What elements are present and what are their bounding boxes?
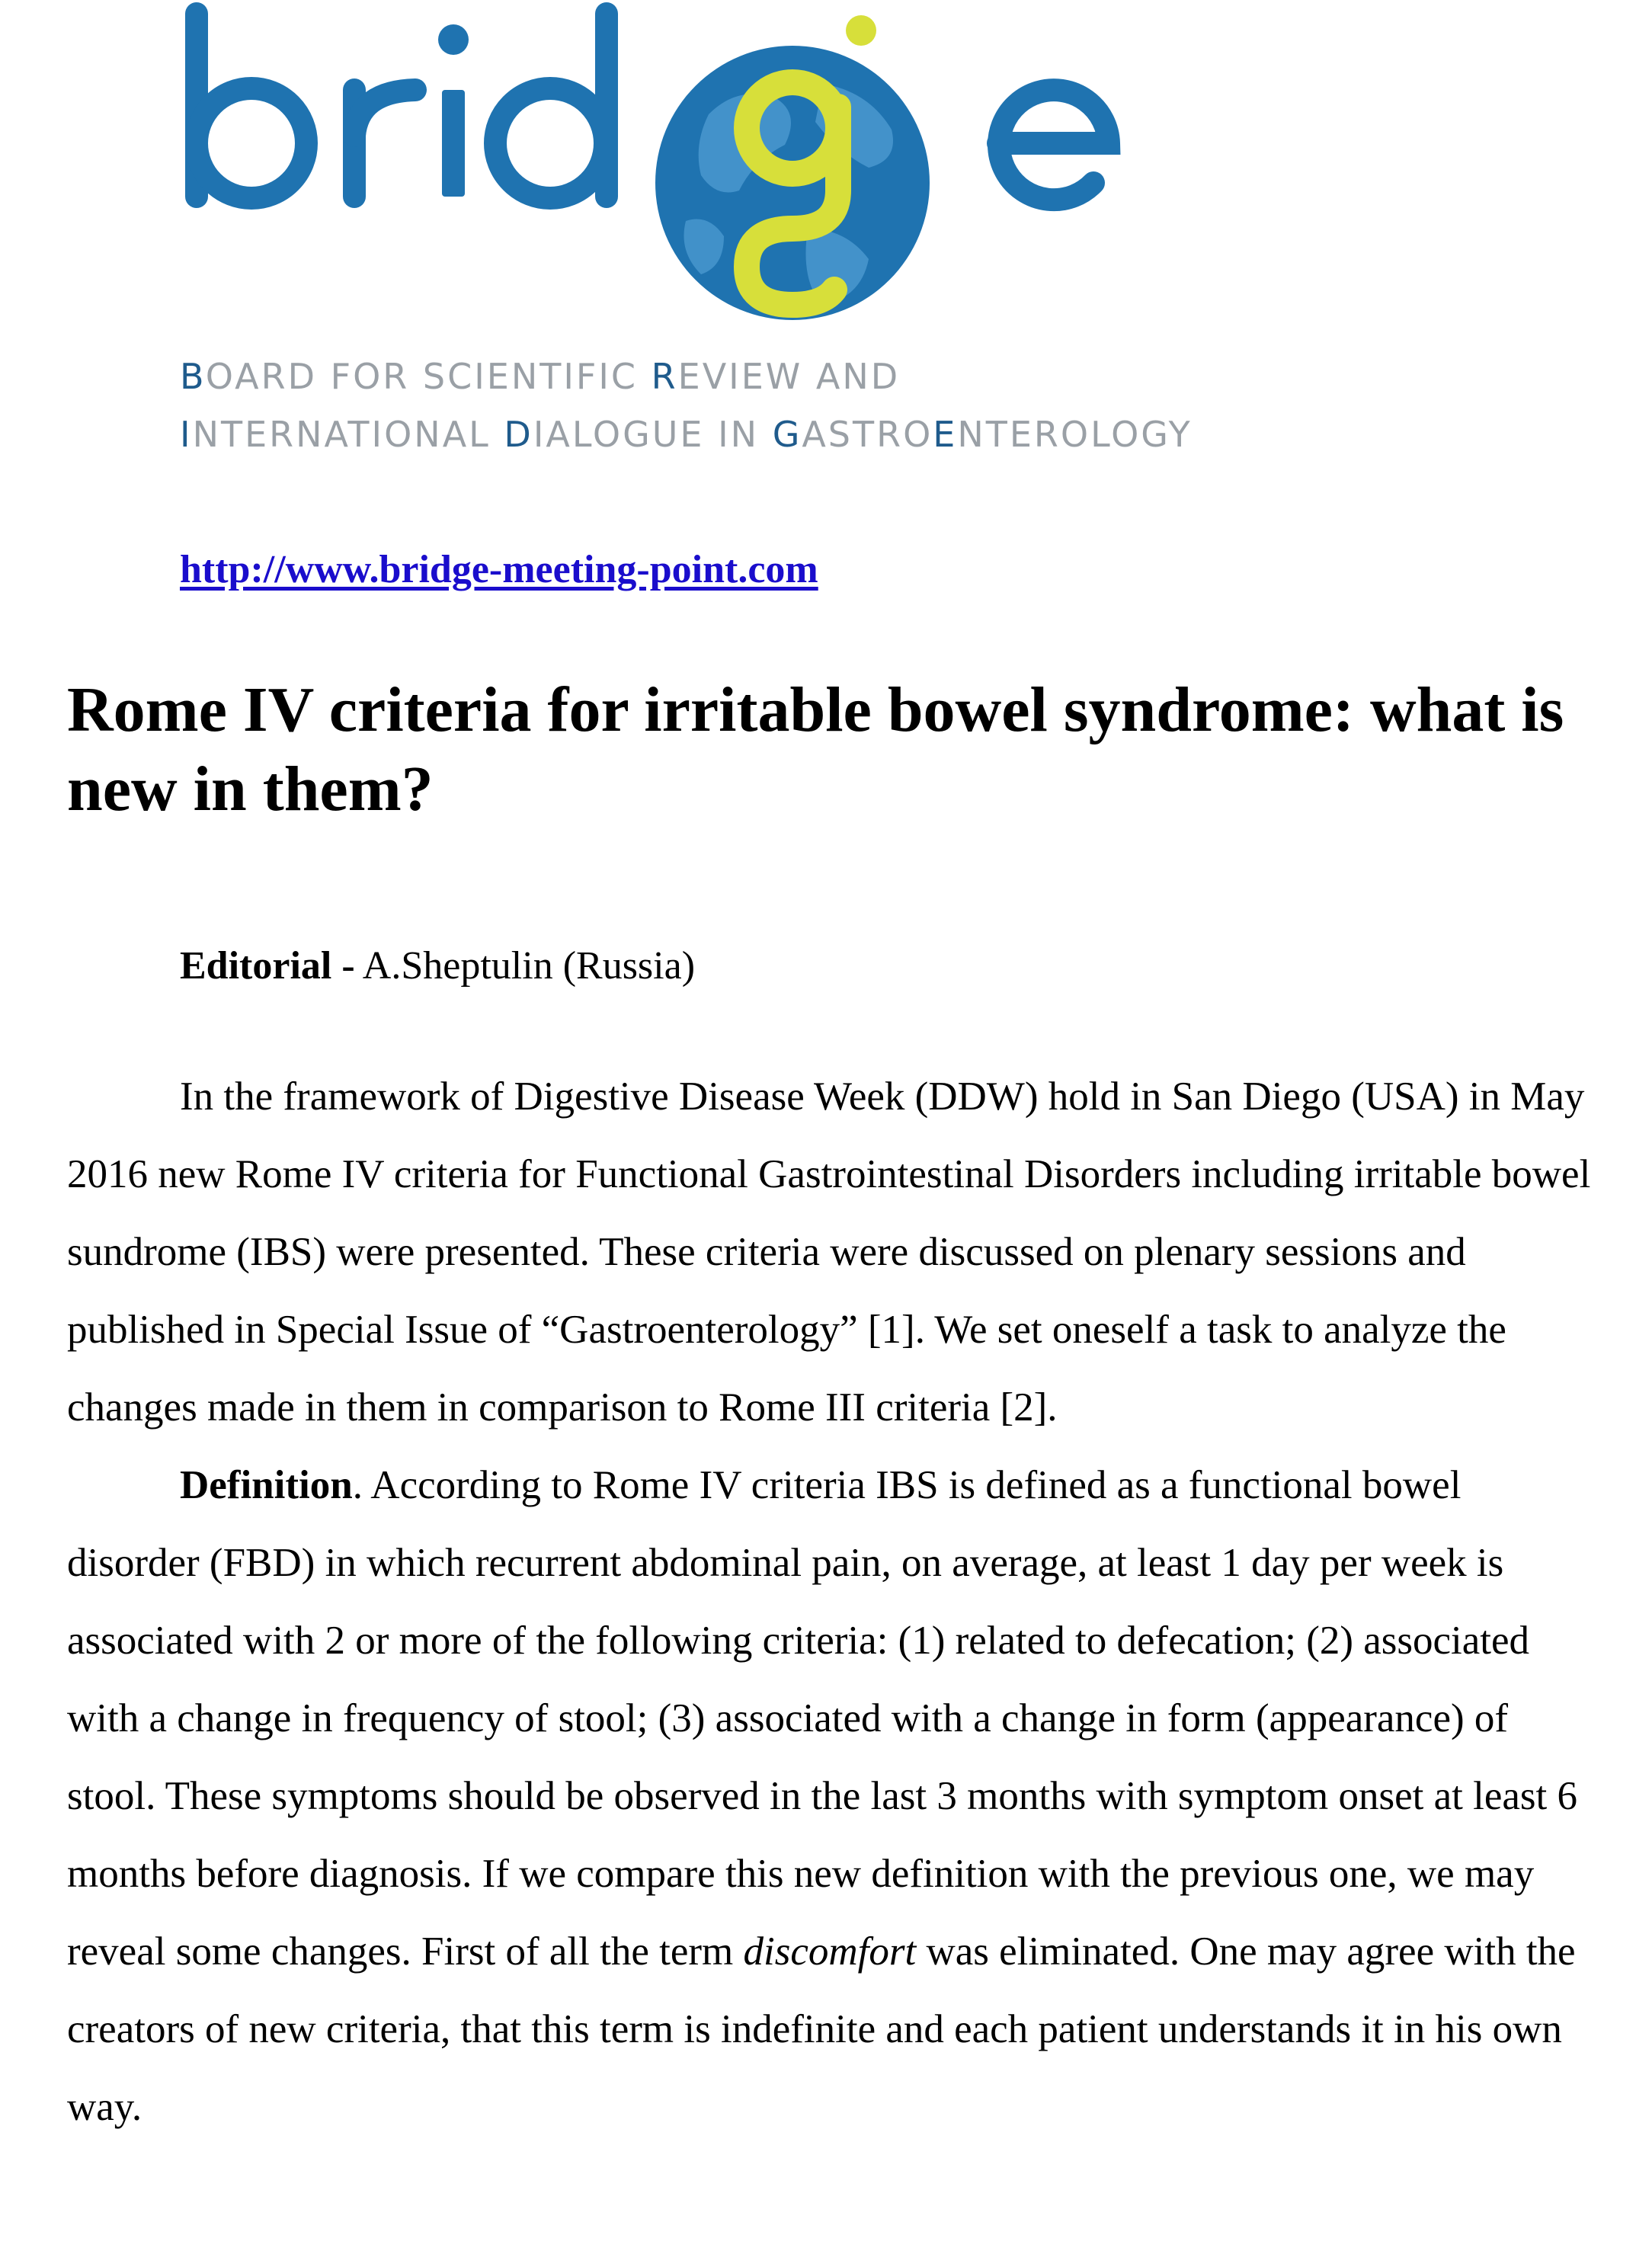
- logo-dot: [846, 15, 876, 46]
- definition-text-a: . According to Rome IV criteria IBS is defined as a functional bowel disorder (FBD) in which recurrent abdominal pain, on average, at least 1 day per week is associated with 2 or more of the following criteria: (1) related to defecation; (2) associated with a change in frequency of stool; (3) associated with a change in form (appearance) of stool. These symptoms should be observed in the last 3 months with symptom onset at least 6 months before diagnosis. If we compare this new definition with the previous one, we may reveal some changes. First of all the term: [67, 1463, 1577, 1974]
- subtitle-part: OARD FOR: [205, 356, 423, 397]
- subtitle-part: CIENTIFIC: [447, 356, 652, 397]
- subtitle-part: B: [180, 356, 206, 397]
- paragraph-definition: [67, 1446, 1591, 2146]
- logo-letter-d: [495, 14, 607, 198]
- subtitle-part: G: [772, 414, 802, 455]
- byline-label: Editorial -: [180, 944, 355, 988]
- subtitle-part: IALOGUE IN: [533, 414, 773, 455]
- logo-subtitle-line1: [180, 356, 900, 397]
- byline-author: A.Sheptulin (Russia): [354, 944, 696, 988]
- logo-letter-b: [197, 14, 306, 198]
- subtitle-part: I: [180, 414, 193, 455]
- subtitle-part: NTERNATIONAL: [192, 414, 504, 455]
- subtitle-part: D: [504, 414, 533, 455]
- subtitle-part: ASTRO: [802, 414, 933, 455]
- paragraph-intro: In the framework of Digestive Disease Week (DDW) hold in San Diego (USA) in May 2016 new Rome IV criteria for Functional Gastrointestinal Disorders including irritable bowel sundrome (IBS) were presented. These criteria were discussed on plenary sessions and published in Special Issue of “Gastroenterology” [1]. We set oneself a task to analyze the changes made in them in comparison to Rome III criteria [2].: [67, 1074, 1591, 1430]
- byline: [180, 943, 695, 988]
- subtitle-part: S: [422, 356, 448, 397]
- definition-text-b: was eliminated. One may agree with the creators of new criteria, that this term is indefinite and each patient understands it in his own way.: [67, 1929, 1576, 2129]
- discomfort-term: discomfort: [743, 1929, 917, 1974]
- bridge-logo: [0, 0, 1652, 472]
- logo-subtitle-line2: [180, 414, 1193, 455]
- subtitle-part: NTEROLOGY: [957, 414, 1193, 455]
- logo-letter-i: [438, 24, 469, 197]
- logo-letter-e: [998, 90, 1109, 200]
- website-link[interactable]: http://www.bridge-meeting-point.com: [180, 548, 818, 591]
- definition-label: Definition: [180, 1463, 353, 1507]
- article-title: Rome IV criteria for irritable bowel syndrome: what is new in them?: [67, 674, 1564, 825]
- article-body: [67, 1058, 1591, 2146]
- bridge-logo-graphic: [0, 0, 1652, 351]
- logo-subtitle: [180, 347, 1193, 463]
- subtitle-part: EVIEW AND: [677, 356, 901, 397]
- subtitle-part: E: [933, 414, 958, 455]
- subtitle-part: R: [651, 356, 678, 397]
- logo-letter-r: [354, 90, 415, 197]
